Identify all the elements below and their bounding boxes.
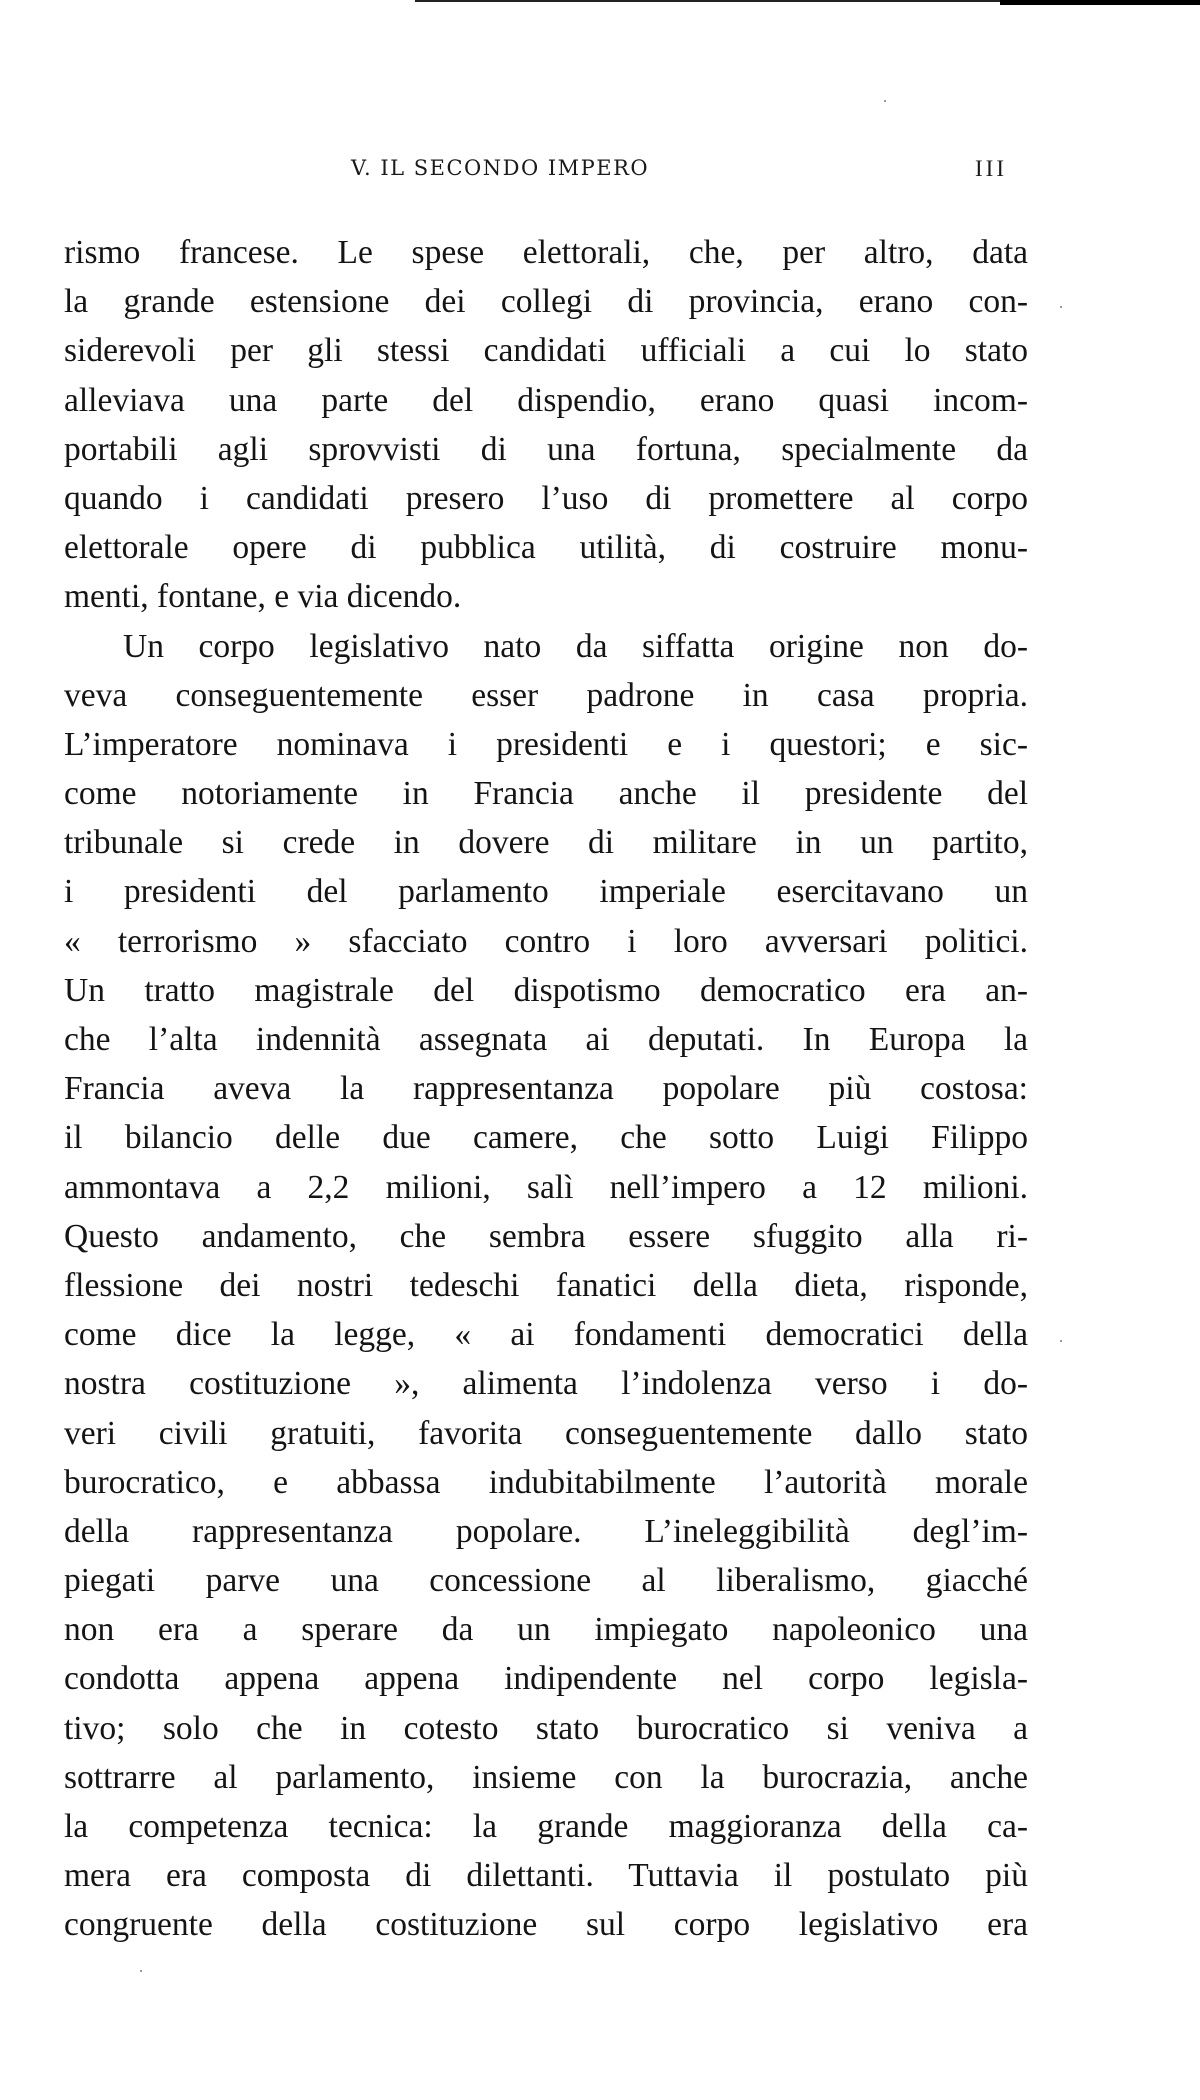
text-line: della rappresentanza popolare. L’ineleggibilità degl’im- (64, 1512, 1028, 1550)
text-line: la competenza tecnica: la grande maggioranza della ca- (64, 1808, 1028, 1845)
running-head: V. IL SECONDO IMPERO (351, 156, 650, 180)
text-line: alleviava una parte del dispendio, erano quasi incom- (64, 381, 1028, 419)
text-line: come notoriamente in Francia anche il presidente del (64, 775, 1028, 813)
text-line: ammontava a 2,2 milioni, salì nell’impero a 12 milioni. (64, 1168, 1028, 1206)
text-line: tivo; solo che in cotesto stato burocratico si veniva a (64, 1709, 1028, 1747)
text-line: piegati parve una concessione al liberalismo, giacché (64, 1562, 1028, 1600)
text-line: il bilancio delle due camere, che sotto Luigi Filippo (64, 1119, 1028, 1157)
text-line: non era a sperare da un impiegato napoleonico una (64, 1611, 1028, 1649)
top-scan-edge (1000, 0, 1200, 5)
text-line: portabili agli sprovvisti di una fortuna, specialmente da (64, 430, 1028, 468)
text-line: Questo andamento, che sembra essere sfuggito alla ri- (64, 1217, 1028, 1255)
body-text (64, 228, 1028, 1950)
paragraph (64, 622, 1028, 1950)
paragraph (64, 228, 1028, 622)
text-line: quando i candidati presero l’uso di promettere al corpo (64, 479, 1028, 517)
text-line: flessione dei nostri tedeschi fanatici della dieta, risponde, (64, 1266, 1028, 1304)
text-line: veri civili gratuiti, favorita conseguentemente dallo stato (64, 1414, 1028, 1452)
text-line: sottrarre al parlamento, insieme con la burocrazia, anche (64, 1758, 1028, 1796)
text-line: veva conseguentemente esser padrone in casa propria. (64, 676, 1028, 714)
text-line: condotta appena appena indipendente nel corpo legisla- (64, 1660, 1028, 1698)
scan-speck (884, 100, 886, 102)
text-line: rismo francese. Le spese elettorali, che, per altro, data (64, 234, 1028, 271)
text-line: tribunale si crede in dovere di militare in un partito, (64, 824, 1028, 862)
text-line: nostra costituzione », alimenta l’indolenza verso i do- (64, 1365, 1028, 1403)
text-line: Francia aveva la rappresentanza popolare più costosa: (64, 1070, 1028, 1108)
text-line: la grande estensione dei collegi di provincia, erano con- (64, 283, 1028, 321)
scan-speck (1060, 1340, 1062, 1342)
text-line: Un tratto magistrale del dispotismo democratico era an- (64, 971, 1028, 1009)
text-line: che l’alta indennità assegnata ai deputati. In Europa la (64, 1021, 1028, 1058)
text-line: mera era composta di dilettanti. Tuttavia il postulato più (64, 1857, 1028, 1895)
text-line: Un corpo legislativo nato da siffatta origine non do- (123, 627, 1028, 665)
text-line: burocratico, e abbassa indubitabilmente l’autorità morale (64, 1463, 1028, 1501)
scan-speck (140, 1970, 142, 1972)
text-line: L’imperatore nominava i presidenti e i questori; e sic- (64, 725, 1028, 763)
text-line: congruente della costituzione sul corpo legislativo era (64, 1906, 1028, 1944)
text-line: menti, fontane, e via dicendo. (64, 578, 462, 616)
text-line: i presidenti del parlamento imperiale esercitavano un (64, 873, 1028, 911)
text-line: come dice la legge, « ai fondamenti democratici della (64, 1316, 1028, 1354)
page-number: III (975, 156, 1007, 181)
text-line: siderevoli per gli stessi candidati ufficiali a cui lo stato (64, 332, 1028, 370)
text-line: elettorale opere di pubblica utilità, di costruire monu- (64, 529, 1028, 567)
text-line: « terrorismo » sfacciato contro i loro avversari politici. (64, 922, 1028, 960)
scan-speck (1060, 306, 1062, 308)
